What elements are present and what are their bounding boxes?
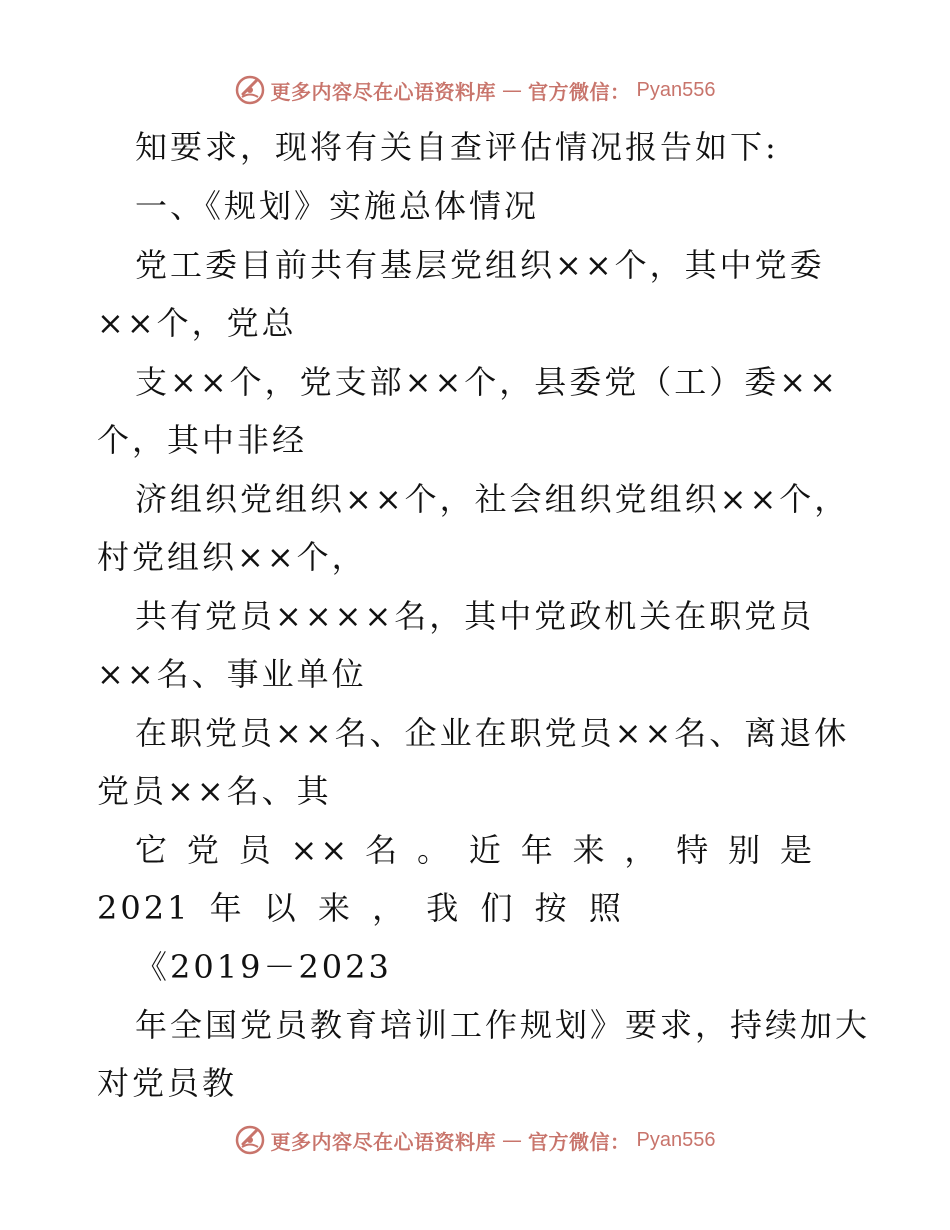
text-line: 2021 年 以 来 ， 我 们 按 照: [97, 889, 624, 927]
text-line: 共有党员××××名，其中党政机关在职党员: [135, 597, 815, 635]
watermark-account: Pyan556: [636, 78, 716, 101]
text-line: ××个，党总: [97, 304, 297, 342]
watermark-suffix: 官方微信：: [528, 79, 631, 104]
text-line: ××名、事业单位: [97, 655, 367, 693]
footer-watermark: [0, 1120, 950, 1160]
watermark-account: Pyan556: [636, 1128, 716, 1151]
text-line: 济组织党组织××个，社会组织党组织××个，: [135, 480, 850, 518]
watermark-separator: —: [502, 78, 523, 102]
text-line: 在职党员××名、企业在职党员××名、离退休: [135, 714, 850, 752]
text-line: 党工委目前共有基层党组织××个，其中党委: [135, 246, 825, 284]
watermark-text: 更多内容尽在心语资料库: [270, 1129, 497, 1154]
text-line: 它 党 员 ×× 名 。 近 年 来 ， 特 别 是: [135, 831, 815, 869]
book-pen-logo-icon: [235, 1125, 265, 1155]
text-line: 支××个，党支部××个，县委党（工）委××: [135, 363, 839, 401]
watermark-separator: —: [502, 1128, 523, 1152]
text-line: 年全国党员教育培训工作规划》要求，持续加大: [135, 1006, 871, 1044]
text-line: 个，其中非经: [97, 421, 308, 459]
watermark-text: 更多内容尽在心语资料库: [270, 79, 497, 104]
text-line: 村党组织××个，: [97, 538, 367, 576]
section-heading: 一、《规划》实施总体情况: [135, 187, 540, 225]
text-line: 党员××名、其: [97, 772, 332, 810]
text-line: 《2019－2023: [135, 948, 392, 986]
text-line: 知要求，现将有关自查评估情况报告如下:: [135, 128, 779, 166]
watermark-suffix: 官方微信：: [528, 1129, 631, 1154]
text-line: 对党员教: [97, 1064, 238, 1102]
